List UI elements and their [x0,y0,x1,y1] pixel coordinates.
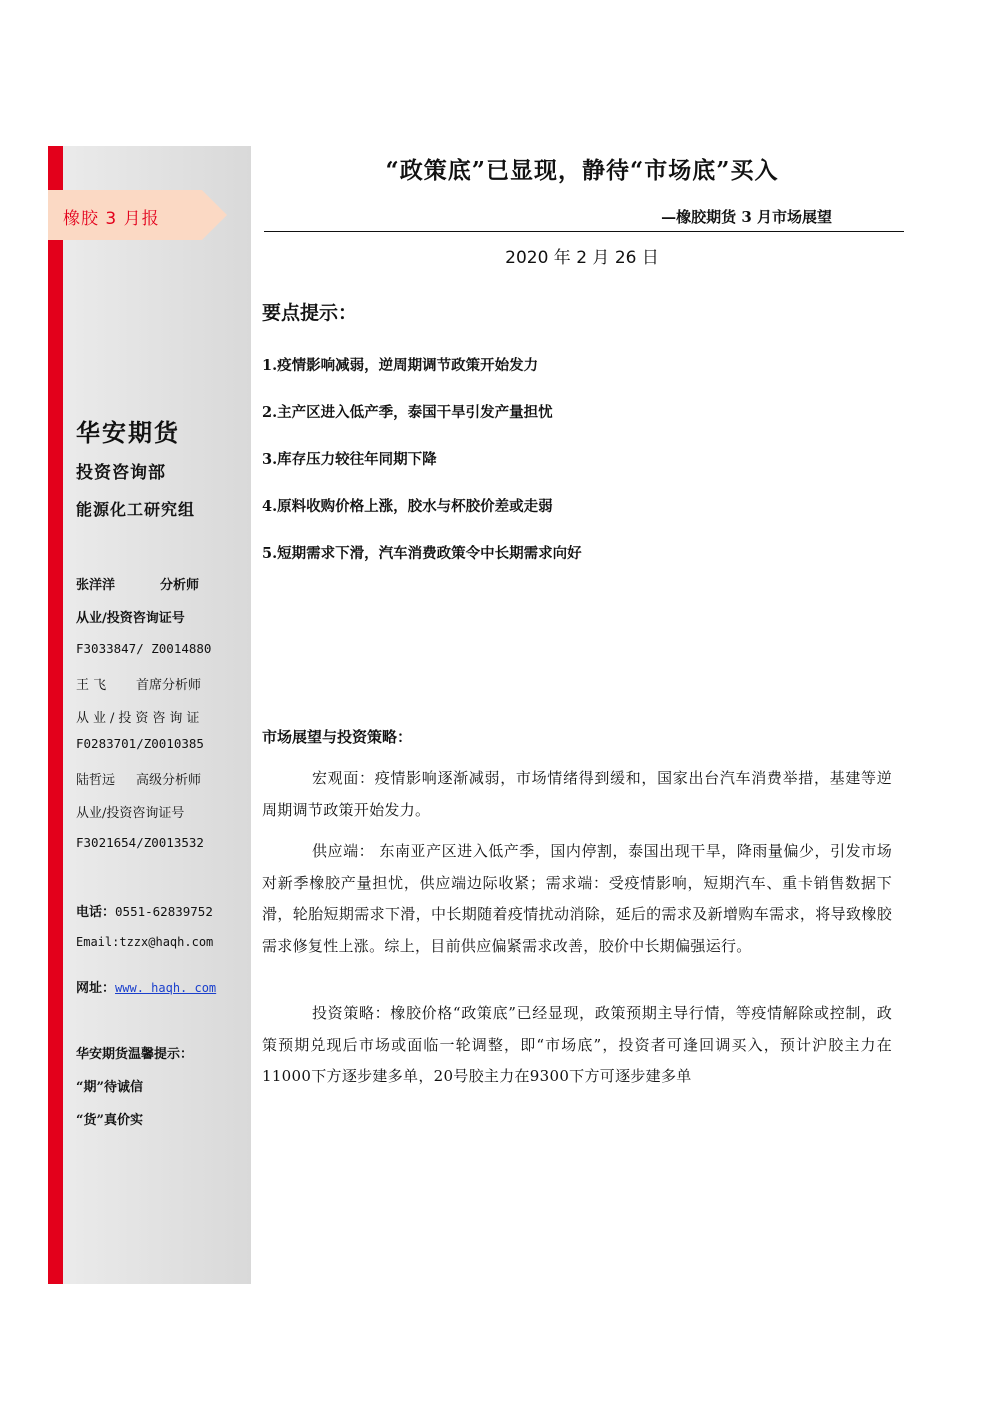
report-title: “政策底”已显现，静待“市场底”买入 [385,157,779,184]
analyst-3-cert-no: F3021654/Z0013532 [76,835,204,850]
paragraph-strategy: 投资策略：橡胶价格“政策底”已经显现，政策预期主导行情，等疫情解除或控制，政策预期兑现后市场或面临一轮调整，即“市场底”，投资者可逢回调买入，预计沪胶主力在11000下方逐步建多单，20号胶主力在9300下方可逐步建多单 [262,1004,892,1085]
analyst-1-name: 张洋洋 [76,578,116,593]
analyst-2-cert-no: F0283701/Z0010385 [76,736,204,751]
analyst-3 [76,769,201,788]
keypoint-4: 4.原料收购价格上涨，胶水与杯胶价差或走弱 [262,498,553,515]
analyst-2-name: 王 飞 [76,678,107,693]
website-label: 网址： [76,981,116,996]
header-divider [264,231,904,232]
keypoint-5: 5.短期需求下滑，汽车消费政策令中长期需求向好 [262,545,582,562]
keypoint-1: 1.疫情影响减弱，逆周期调节政策开始发力 [262,357,539,374]
analyst-2-role: 首席分析师 [136,678,202,693]
contact-phone [76,901,213,920]
company-name: 华安期货 [76,418,180,447]
report-subtitle: —橡胶期货 3 月市场展望 [661,208,832,226]
report-tag-label: 橡胶 3 月报 [63,209,160,229]
phone-label: 电话： [76,905,116,920]
analyst-1 [76,574,199,593]
report-date: 2020 年 2 月 26 日 [505,248,659,268]
strategy-heading: 市场展望与投资策略： [262,728,413,746]
email-value: tzzx@haqh.com [119,935,214,949]
sidebar-red-stripe [48,146,63,1284]
research-group-name: 能源化工研究组 [76,500,196,519]
tips-title: 华安期货温馨提示： [76,1047,194,1062]
analyst-1-cert-label: 从业/投资咨询证号 [76,611,185,626]
department-name: 投资咨询部 [76,463,166,483]
analyst-2 [76,674,201,693]
contact-email [76,935,213,949]
analyst-3-role: 高级分析师 [136,773,202,788]
paragraph-supply-demand: 供应端： 东南亚产区进入低产季，国内停割，泰国出现干旱，降雨量偏少，引发市场对新季橡胶产量担忧，供应端边际收紧；需求端：受疫情影响，短期汽车、重卡销售数据下滑，轮胎短期需求下滑，中长期随着疫情扰动消除，延后的需求及新增购车需求，将导致橡胶需求修复性上涨。综上，目前供应偏紧需求改善，胶价中长期偏强运行。 [262,842,892,955]
keypoints-heading: 要点提示： [262,302,358,324]
analyst-3-name: 陆哲远 [76,773,116,788]
paragraph-macro: 宏观面：疫情影响逐渐减弱，市场情绪得到缓和，国家出台汽车消费举措，基建等逆周期调节政策开始发力。 [262,769,892,819]
tip-1: “期”待诚信 [76,1080,143,1095]
tip-2: “货”真价实 [76,1113,143,1128]
email-label: Email: [76,935,120,949]
analyst-3-cert-label: 从业/投资咨询证号 [76,806,185,821]
phone-value: 0551-62839752 [115,904,213,919]
keypoint-2: 2.主产区进入低产季，泰国干旱引发产量担忧 [262,404,553,421]
website-link[interactable]: www. haqh. com [115,981,217,995]
keypoint-3: 3.库存压力较往年同期下降 [262,451,437,468]
analyst-1-role: 分析师 [160,578,200,593]
analyst-2-cert-label: 从业/投资咨询证 [76,711,204,726]
contact-website [76,977,216,996]
analyst-1-cert-no: F3033847/ Z0014880 [76,641,212,656]
